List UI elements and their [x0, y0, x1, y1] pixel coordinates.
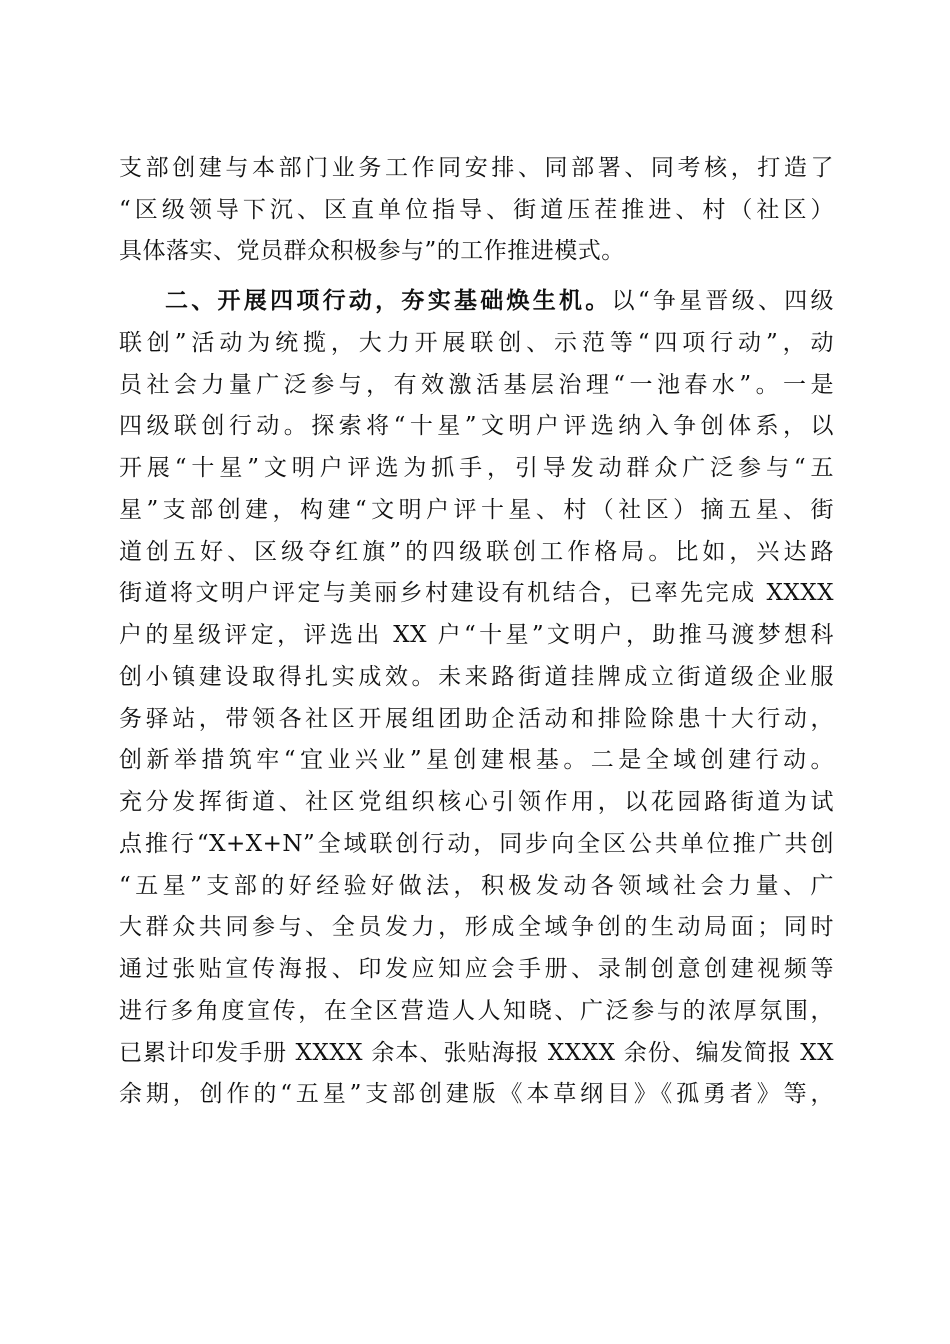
- text-line: 点推行“X+X+N”全域联创行动，同步向全区公共单位推广共创: [119, 831, 834, 857]
- text-line: 创小镇建设取得扎实成效。未来路街道挂牌成立街道级企业服: [119, 664, 834, 690]
- text-segment: 以“争星晋级、四级: [611, 288, 835, 314]
- text-line: 务驿站，带领各社区开展组团助企活动和排险除患十大行动，: [119, 706, 834, 732]
- text-line: 星”支部创建，构建“文明户评十星、村（社区）摘五星、街: [119, 497, 834, 523]
- text-line: [119, 1119, 834, 1153]
- text-line: 街道将文明户评定与美丽乡村建设有机结合，已率先完成 XXXX: [119, 580, 834, 606]
- text-line: 员社会力量广泛参与，有效激活基层治理“一池春水”。一是: [119, 372, 834, 398]
- text-line: 联创”活动为统揽，大力开展联创、示范等“四项行动”，动: [119, 330, 834, 356]
- text-line: 余期，创作的“五星”支部创建版《本草纲目》《孤勇者》等，: [119, 1081, 834, 1107]
- text-line: 户的星级评定，评选出 XX 户“十星”文明户，助推马渡梦想科: [119, 622, 834, 648]
- text-line: 通过张贴宣传海报、印发应知应会手册、录制创意创建视频等: [119, 956, 834, 982]
- text-line: “五星”支部的好经验好做法，积极发动各领域社会力量、广: [119, 873, 834, 899]
- section-heading: 二、开展四项行动，夯实基础焕生机。: [165, 287, 612, 314]
- text-line: 支部创建与本部门业务工作同安排、同部署、同考核，打造了: [119, 155, 834, 181]
- text-line: 创新举措筑牢“宜业兴业”星创建根基。二是全域创建行动。: [119, 747, 834, 773]
- text-line: 四级联创行动。探索将“十星”文明户评选纳入争创体系，以: [119, 413, 834, 439]
- paragraph-first-line: [165, 284, 834, 318]
- text-line: “区级领导下沉、区直单位指导、街道压茬推进、村（社区）: [119, 197, 834, 223]
- text-line: 进行多角度宣传，在全区营造人人知晓、广泛参与的浓厚氛围，: [119, 998, 834, 1024]
- text-line: 大群众共同参与、全员发力，形成全域争创的生动局面；同时: [119, 914, 834, 940]
- text-line: 道创五好、区级夺红旗”的四级联创工作格局。比如，兴达路: [119, 539, 834, 565]
- text-line: 充分发挥街道、社区党组织核心引领作用，以花园路街道为试: [119, 789, 834, 815]
- text-line: 开展“十星”文明户评选为抓手，引导发动群众广泛参与“五: [119, 455, 834, 481]
- text-line: 已累计印发手册 XXXX 余本、张贴海报 XXXX 余份、编发简报 XX: [119, 1040, 834, 1066]
- text-line: 具体落实、党员群众积极参与”的工作推进模式。: [119, 238, 625, 264]
